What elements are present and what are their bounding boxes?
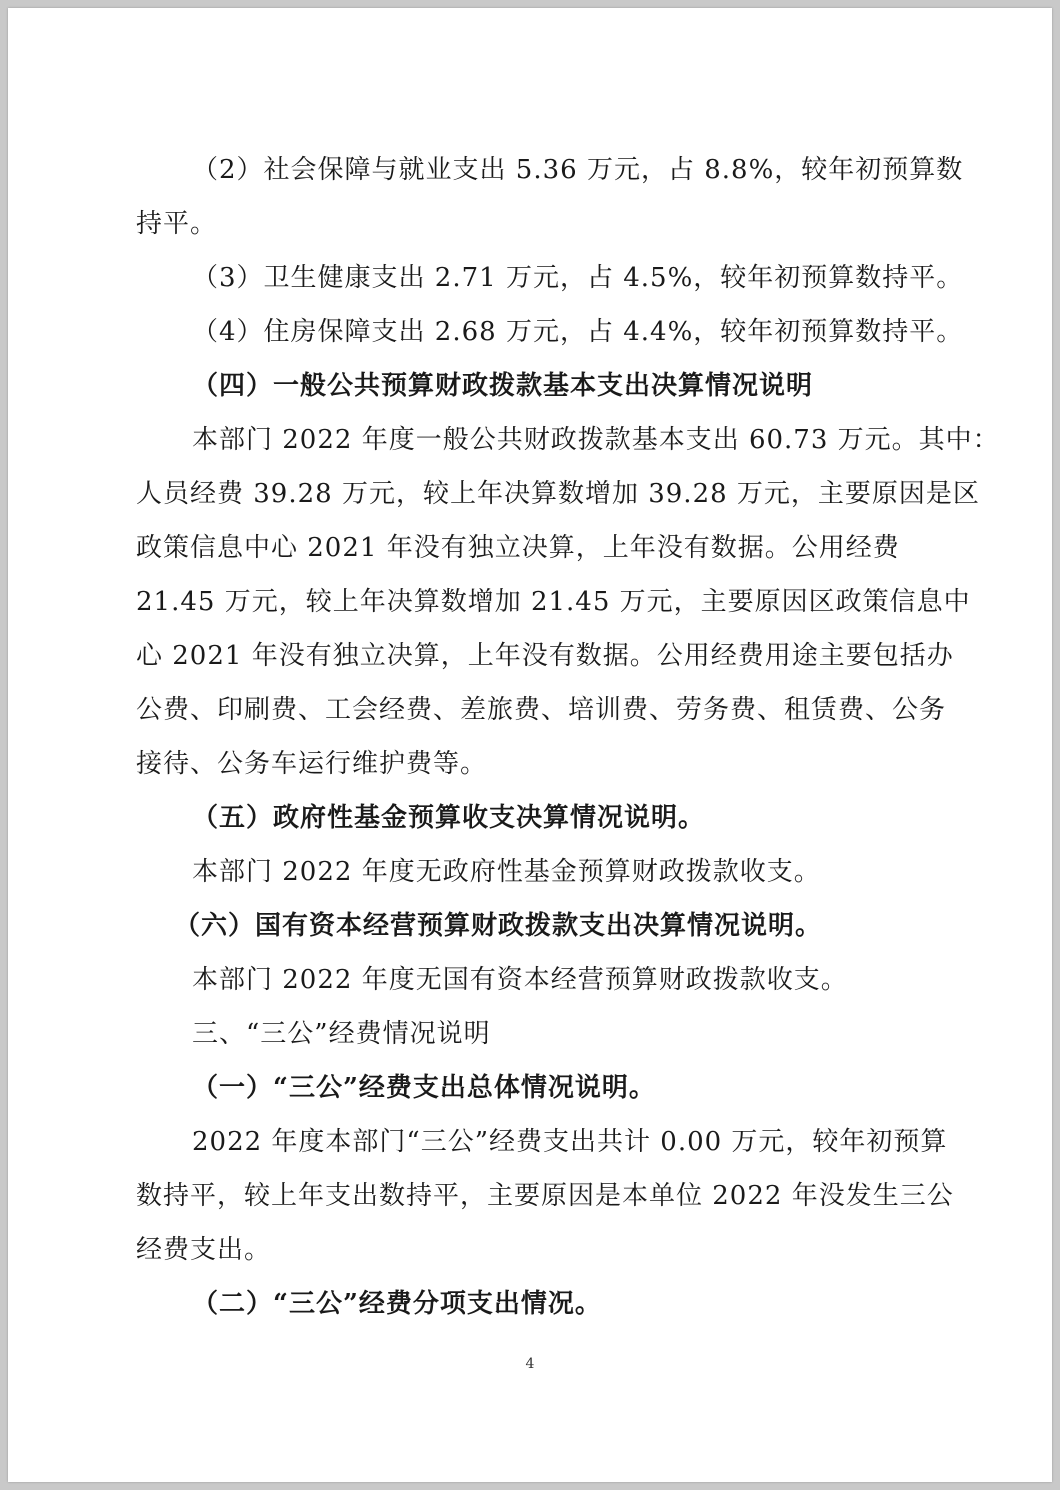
paragraph-line: 本部门 2022 年度一般公共财政拨款基本支出 60.73 万元。其中： — [192, 425, 1000, 455]
section-heading: （二）“三公”经费分项支出情况。 — [192, 1289, 602, 1319]
section-heading: （一）“三公”经费支出总体情况说明。 — [192, 1073, 656, 1103]
page-number: 4 — [525, 1356, 535, 1372]
paragraph-line: 数持平，较上年支出数持平，主要原因是本单位 2022 年没发生三公 — [136, 1181, 954, 1211]
paragraph-line: 心 2021 年没有独立决算，上年没有数据。公用经费用途主要包括办 — [136, 641, 954, 671]
paragraph-line: 本部门 2022 年度无国有资本经营预算财政拨款收支。 — [192, 965, 848, 995]
section-heading: （五）政府性基金预算收支决算情况说明。 — [192, 803, 706, 833]
paragraph-line: 人员经费 39.28 万元，较上年决算数增加 39.28 万元，主要原因是区 — [136, 479, 980, 509]
section-heading: （六）国有资本经营预算财政拨款支出决算情况说明。 — [174, 911, 823, 941]
paragraph-line: （3）卫生健康支出 2.71 万元，占 4.5%，较年初预算数持平。 — [192, 263, 964, 293]
chapter-heading: 三、“三公”经费情况说明 — [192, 1019, 491, 1049]
paragraph-line: 公费、印刷费、工会经费、差旅费、培训费、劳务费、租赁费、公务 — [136, 695, 947, 725]
section-heading: （四）一般公共预算财政拨款基本支出决算情况说明 — [192, 371, 814, 401]
paragraph-line: 2022 年度本部门“三公”经费支出共计 0.00 万元，较年初预算 — [192, 1127, 948, 1157]
document-page — [8, 8, 1052, 1482]
paragraph-line: 21.45 万元，较上年决算数增加 21.45 万元，主要原因区政策信息中 — [136, 587, 971, 617]
paragraph-line: 本部门 2022 年度无政府性基金预算财政拨款收支。 — [192, 857, 821, 887]
paragraph-line: 政策信息中心 2021 年没有独立决算，上年没有数据。公用经费 — [136, 533, 900, 563]
paragraph-line: 接待、公务车运行维护费等。 — [136, 749, 488, 779]
paragraph-line: （4）住房保障支出 2.68 万元，占 4.4%，较年初预算数持平。 — [192, 317, 964, 347]
paragraph-line: 经费支出。 — [136, 1235, 272, 1265]
paragraph-line: （2）社会保障与就业支出 5.36 万元，占 8.8%，较年初预算数 — [192, 155, 964, 185]
paragraph-line: 持平。 — [136, 209, 218, 239]
